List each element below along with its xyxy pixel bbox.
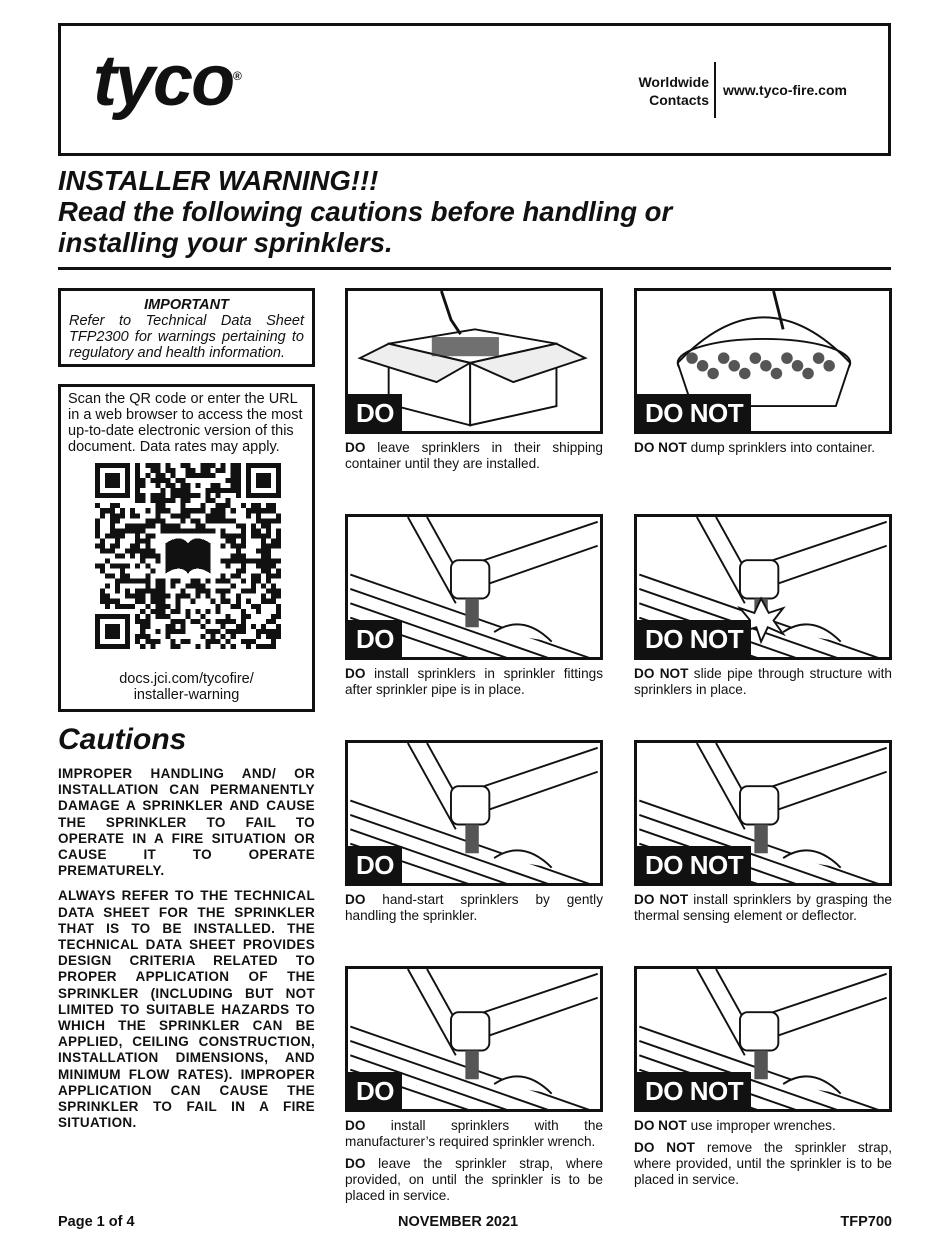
panel-caption (634, 1118, 892, 1188)
divider (714, 62, 716, 118)
caption-text: dump sprinklers into container. (686, 440, 876, 455)
worldwide-contacts-label (621, 73, 709, 109)
illustration (634, 288, 892, 434)
qr-url[interactable] (61, 671, 312, 703)
qr-code[interactable] (95, 463, 281, 649)
qr-url-line1: docs.jci.com/tycofire/ (119, 671, 254, 687)
caution-paragraph: IMPROPER HANDLING AND/ OR INSTALLATION CAN PERMANENTLY DAMAGE A SPRINKLER AND CAUSE THE SPRINKLER TO FAIL TO OPERATE IN A FIRE SITUATION OR CAUSE IT TO OPERATE PREMATURELY. (58, 766, 315, 879)
panel-caption (345, 440, 603, 472)
caption-paragraph (634, 1140, 892, 1188)
caption-lead: DO NOT (634, 1118, 687, 1133)
caption-text: slide pipe through structure with sprinklers in place. (634, 666, 892, 697)
important-text: Refer to Technical Data Sheet TFP2300 for warnings pertaining to regulatory and health information. (69, 313, 304, 361)
instruction-panel (345, 740, 603, 930)
instruction-panel (634, 514, 892, 704)
illustration (345, 288, 603, 434)
caption-text: remove the sprinkler strap, where provided, until the sprinkler is to be placed in service. (634, 1140, 892, 1187)
qr-box (58, 384, 315, 712)
title-line3: installing your sprinklers. (58, 227, 393, 258)
illustration (345, 740, 603, 886)
qr-instructions: Scan the QR code or enter the URL in a web browser to access the most up-to-date electronic version of this document. Data rates may apply. (68, 391, 303, 455)
caption-paragraph (345, 892, 603, 924)
do-label: DO (348, 846, 402, 883)
do-label: DO (348, 620, 402, 657)
divider (58, 267, 891, 270)
caption-text: install sprinklers by grasping the thermal sensing element or deflector. (634, 892, 892, 923)
caption-paragraph (634, 440, 892, 456)
tyco-logo (93, 40, 240, 122)
caption-text: install sprinklers in sprinkler fittings after sprinkler pipe is in place. (345, 666, 603, 697)
do-label: DO (348, 1072, 402, 1109)
do-not-label: DO NOT (637, 846, 751, 883)
caption-paragraph (345, 666, 603, 698)
instruction-panel (345, 288, 603, 478)
contacts-label-line2: Contacts (649, 92, 709, 108)
caption-lead: DO NOT (634, 892, 689, 907)
caption-lead: DO (345, 1156, 366, 1171)
do-label: DO (348, 394, 402, 431)
page-number: Page 1 of 4 (58, 1214, 135, 1230)
website-link[interactable]: www.tyco-fire.com (723, 82, 847, 98)
document-id: TFP700 (840, 1214, 892, 1230)
cautions-heading: Cautions (58, 723, 187, 756)
caption-text: use improper wrenches. (686, 1118, 836, 1133)
illustration (345, 514, 603, 660)
caption-paragraph (634, 892, 892, 924)
panel-caption (345, 666, 603, 698)
caption-text: leave the sprinkler strap, where provided, on until the sprinkler is to be placed in service. (345, 1156, 603, 1203)
instruction-panel (345, 514, 603, 704)
caption-paragraph (345, 1156, 603, 1204)
do-not-label: DO NOT (637, 394, 751, 431)
caption-lead: DO NOT (634, 666, 689, 681)
panel-caption (634, 892, 892, 924)
qr-url-line2: installer-warning (133, 687, 240, 703)
illustration (634, 966, 892, 1112)
do-not-label: DO NOT (637, 620, 751, 657)
caption-lead: DO (345, 892, 366, 907)
caption-paragraph (634, 1118, 892, 1134)
panel-caption (634, 440, 892, 456)
caption-lead: DO (345, 1118, 366, 1133)
title-line2: Read the following cautions before handling or (58, 196, 673, 227)
caption-paragraph (345, 1118, 603, 1150)
caption-lead: DO (345, 666, 366, 681)
panel-caption (345, 892, 603, 924)
caption-paragraph (634, 666, 892, 698)
illustration (345, 966, 603, 1112)
instruction-panel (634, 740, 892, 930)
illustration (634, 514, 892, 660)
title-line1: INSTALLER WARNING!!! (58, 165, 379, 196)
logo-text: tyco (93, 41, 234, 121)
contacts-label-line1: Worldwide (638, 74, 709, 90)
illustration (634, 740, 892, 886)
caption-text: hand-start sprinklers by gently handling the sprinkler. (345, 892, 603, 923)
caution-paragraph: ALWAYS REFER TO THE TECHNICAL DATA SHEET FOR THE SPRINKLER THAT IS TO BE INSTALLED. THE TECHNICAL DATA SHEET PROVIDES DESIGN CRITERIA RELATED TO PROPER APPLICATION OF THE SPRINKLER (INCLUDING BUT NOT LIMITED TO SUITABLE HAZARDS TO WHICH THE SPRINKLER CAN BE APPLIED, CEILING CONSTRUCTION, INSTALLATION DIMENSIONS, AND MINIMUM FLOW RATES). IMPROPER APPLICATION CAN CAUSE THE SPRINKLER TO FAIL IN A FIRE SITUATION. (58, 888, 315, 1131)
instruction-panel (345, 966, 603, 1210)
caption-lead: DO NOT (634, 440, 687, 455)
important-notice (58, 288, 315, 367)
panel-caption (345, 1118, 603, 1204)
registered-mark: ® (233, 69, 240, 83)
caption-lead: DO NOT (634, 1140, 695, 1155)
instruction-panel (634, 966, 892, 1194)
page-title (58, 165, 898, 258)
important-heading: IMPORTANT (144, 297, 229, 313)
caption-lead: DO (345, 440, 366, 455)
caption-text: leave sprinklers in their shipping container until they are installed. (345, 440, 603, 471)
panel-caption (634, 666, 892, 698)
instruction-panel (634, 288, 892, 462)
do-not-label: DO NOT (637, 1072, 751, 1109)
document-date: NOVEMBER 2021 (398, 1214, 519, 1230)
cautions-text (58, 766, 315, 1140)
caption-paragraph (345, 440, 603, 472)
caption-text: install sprinklers with the manufacturer’s required sprinkler wrench. (345, 1118, 603, 1149)
header (58, 23, 891, 156)
